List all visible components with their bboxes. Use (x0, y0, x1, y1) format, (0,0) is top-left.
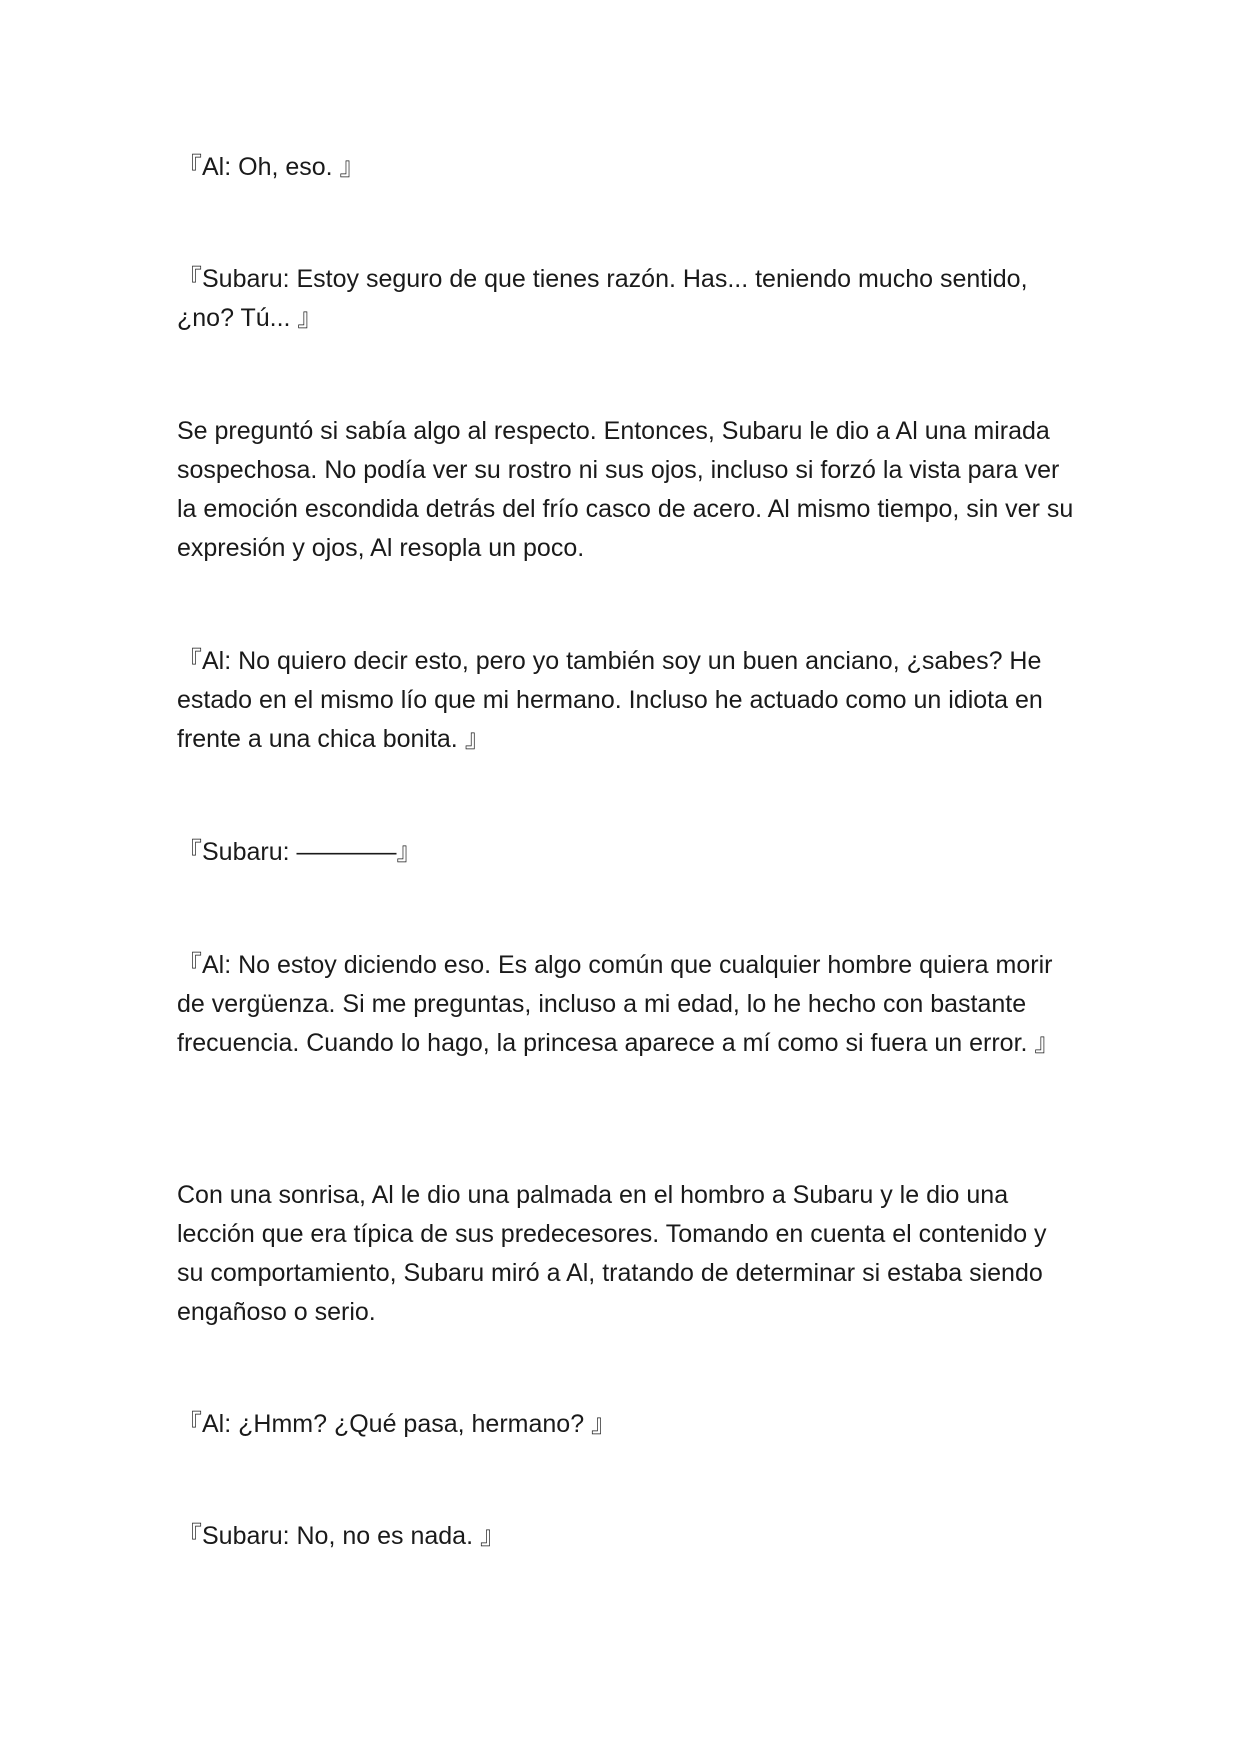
narration-1: Se preguntó si sabía algo al respecto. Entonces, Subaru le dio a Al una mirada sospechosa. No podía ver su rostro ni sus ojos, incluso si forzó la vista para ver la emoción escondida detrás del frío casco de acero. Al mismo tiempo, sin ver su expresión y ojos, Al resopla un poco. (177, 417, 1074, 562)
narration-2: Con una sonrisa, Al le dio una palmada en el hombro a Subaru y le dio una lección que era típica de sus predecesores. Tomando en cuenta el contenido y su comportamiento, Subaru miró a Al, tratando de determinar si estaba siendo engañoso o serio. (177, 1181, 1047, 1326)
dialogue-al-4: 『Al: ¿Hmm? ¿Qué pasa, hermano? 』 (177, 1410, 617, 1438)
dialogue-subaru-2: 『Subaru: ————』 (177, 838, 422, 866)
dialogue-al-1: 『Al: Oh, eso. 』 (177, 153, 365, 181)
dialogue-al-3: 『Al: No estoy diciendo eso. Es algo común que cualquier hombre quiera morir de vergüenza. Si me preguntas, incluso a mi edad, lo he hecho con bastante frecuencia. Cuando lo hago, la princesa aparece a mí como si fuera un error. 』 (177, 951, 1060, 1057)
dialogue-subaru-1: 『Subaru: Estoy seguro de que tienes razón. Has... teniendo mucho sentido, ¿no? Tú... 』 (177, 265, 1028, 332)
dialogue-subaru-3: 『Subaru: No, no es nada. 』 (177, 1522, 505, 1550)
dialogue-al-2: 『Al: No quiero decir esto, pero yo también soy un buen anciano, ¿sabes? He estado en el mismo lío que mi hermano. Incluso he actuado como un idiota en frente a una chica bonita. 』 (177, 647, 1043, 753)
